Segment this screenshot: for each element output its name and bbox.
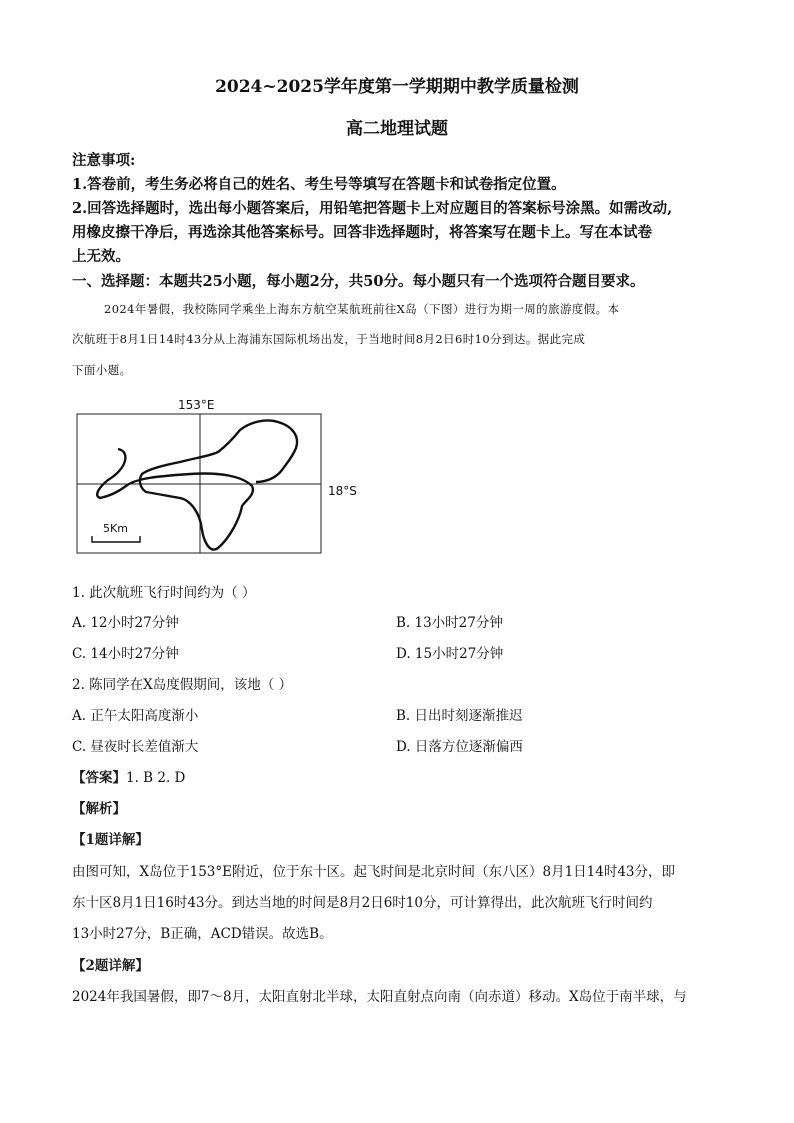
q1-option-d: D. 15小时27分钟 <box>396 646 504 662</box>
scale-label: 5Km <box>103 522 128 535</box>
q1-stem: 1. 此次航班飞行时间约为（ ） <box>72 585 256 601</box>
q2-option-d: D. 日落方位逐渐偏西 <box>396 739 523 755</box>
island-map <box>70 396 370 558</box>
q1-option-a: A. 12小时27分钟 <box>72 615 179 631</box>
scale-bar <box>92 536 140 542</box>
answer-line <box>72 766 185 786</box>
notes-item-1: 1.答卷前，考生务必将自己的姓名、考生号等填写在答题卡和试卷指定位置。 <box>72 176 566 193</box>
notes-item-2-line-2: 用橡皮擦干净后，再选涂其他答案标号。回答非选择题时，将答案写在题卡上。写在本试卷 <box>72 224 652 241</box>
passage-line-3: 下面小题。 <box>72 363 132 377</box>
notes-item-2-line-1: 2.回答选择题时，选出每小题答案后，用铅笔把答题卡上对应题目的答案标号涂黑。如需改动, <box>72 200 673 217</box>
q2-stem: 2. 陈同学在X岛度假期间，该地（ ） <box>72 677 293 693</box>
notes-heading: 注意事项: <box>72 152 136 169</box>
subject-title: 高二地理试题 <box>346 119 448 139</box>
latitude-label: 18°S <box>328 484 357 498</box>
detail-1-line-1: 由图可知，X岛位于153°E附近，位于东十区。起飞时间是北京时间（东八区）8月1日14时43分，即 <box>72 864 676 880</box>
section-1-heading: 一、选择题：本题共25小题，每小题2分，共50分。每小题只有一个选项符合题目要求。 <box>72 273 645 290</box>
q1-option-b: B. 13小时27分钟 <box>396 615 503 631</box>
answer-value: 1. B 2. D <box>126 770 186 786</box>
detail-2-label: 【2题详解】 <box>72 958 149 974</box>
longitude-label: 153°E <box>178 398 215 412</box>
passage-line-2: 次航班于8月1日14时43分从上海浦东国际机场出发，于当地时间8月2日6时10分到达。据此完成 <box>72 332 586 346</box>
answer-label: 【答案】 <box>72 770 126 786</box>
analysis-label: 【解析】 <box>72 801 126 817</box>
q2-option-a: A. 正午太阳高度渐小 <box>72 708 199 724</box>
detail-1-line-3: 13小时27分，B正确，ACD错误。故选B。 <box>72 926 333 942</box>
q2-option-b: B. 日出时刻逐渐推迟 <box>396 708 523 724</box>
detail-1-label: 【1题详解】 <box>72 832 149 848</box>
q1-option-c: C. 14小时27分钟 <box>72 646 179 662</box>
notes-item-2-line-3: 上无效。 <box>72 248 130 265</box>
exam-title: 2024~2025学年度第一学期期中教学质量检测 <box>215 77 579 97</box>
detail-2-line-1: 2024年我国暑假，即7～8月，太阳直射北半球，太阳直射点向南（向赤道）移动。X岛位于南半球，与 <box>72 989 687 1005</box>
detail-1-line-2: 东十区8月1日16时43分。到达当地的时间是8月2日6时10分，可计算得出，此次航班飞行时间约 <box>72 895 653 911</box>
passage-line-1: 2024年暑假，我校陈同学乘坐上海东方航空某航班前往X岛（下图）进行为期一周的旅游度假。本 <box>104 302 620 316</box>
q2-option-c: C. 昼夜时长差值渐大 <box>72 739 199 755</box>
